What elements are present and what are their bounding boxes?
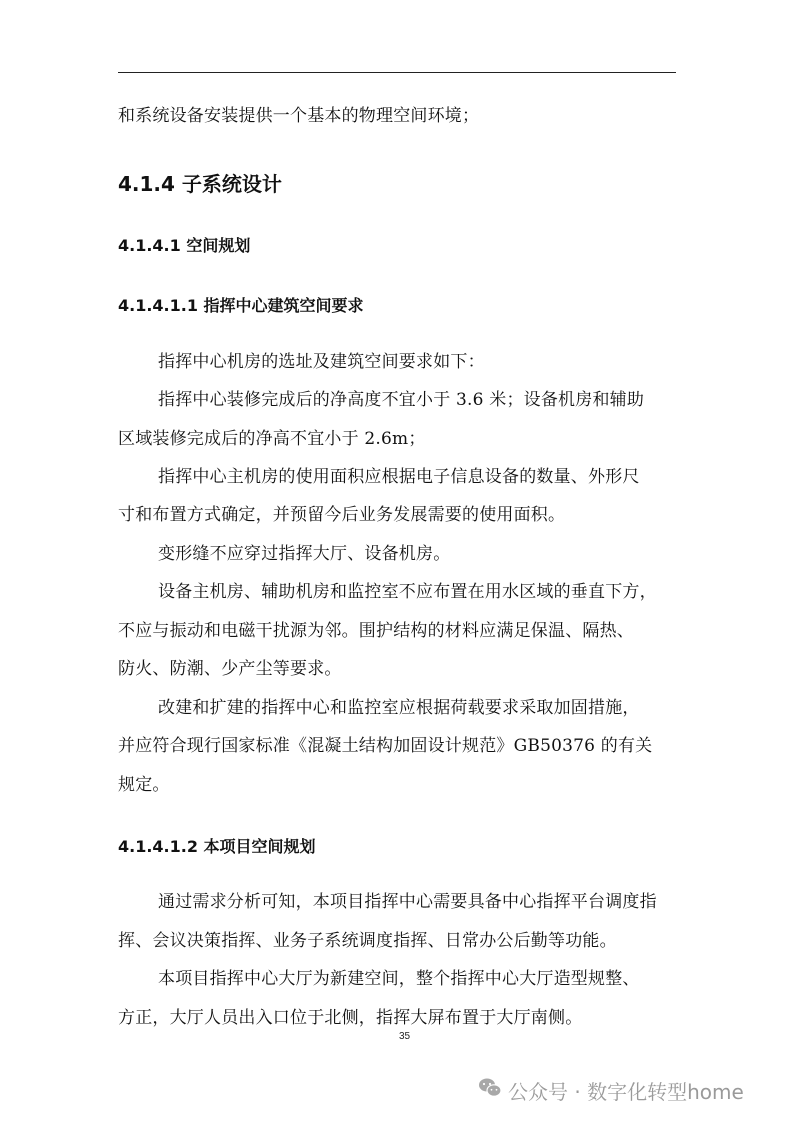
page-number: 35: [399, 1031, 411, 1042]
paragraph-line: 区域装修完成后的净高不宜小于 2.6m；: [118, 429, 426, 449]
continuation-line: 和系统设备安装提供一个基本的物理空间环境；: [118, 106, 480, 126]
header-rule: [118, 72, 676, 73]
paragraph-line: 指挥中心装修完成后的净高度不宜小于 3.6 米；设备机房和辅助: [158, 390, 645, 410]
paragraph-line: 不应与振动和电磁干扰源为邻。围护结构的材料应满足保温、隔热、: [118, 621, 634, 641]
paragraph-line: 规定。: [118, 775, 170, 795]
paragraph-line: 通过需求分析可知，本项目指挥中心需要具备中心指挥平台调度指: [158, 892, 657, 912]
subsection-heading-4-1-4-1: 4.1.4.1 空间规划: [118, 236, 251, 255]
paragraph-line: 指挥中心主机房的使用面积应根据电子信息设备的数量、外形尺: [158, 467, 640, 487]
watermark: [478, 1074, 744, 1106]
watermark-text: 公众号 · 数字化转型home: [508, 1079, 744, 1104]
paragraph-line: 方正，大厅人员出入口位于北侧，指挥大屏布置于大厅南侧。: [118, 1008, 583, 1028]
wechat-icon: [478, 1077, 502, 1104]
paragraph-line: 防火、防潮、少产尘等要求。: [118, 659, 342, 679]
subsubsection-heading-4-1-4-1-1: 4.1.4.1.1 指挥中心建筑空间要求: [118, 296, 364, 315]
subsubsection-heading-4-1-4-1-2: 4.1.4.1.2 本项目空间规划: [118, 837, 316, 856]
paragraph-line: 挥、会议决策指挥、业务子系统调度指挥、日常办公后勤等功能。: [118, 931, 617, 951]
paragraph-line: 并应符合现行国家标准《混凝土结构加固设计规范》GB50376 的有关: [118, 736, 653, 756]
section-heading-4-1-4: 4.1.4 子系统设计: [118, 172, 282, 196]
paragraph-line: 本项目指挥中心大厅为新建空间，整个指挥中心大厅造型规整、: [158, 969, 640, 989]
paragraph-line: 指挥中心机房的选址及建筑空间要求如下：: [158, 352, 485, 372]
paragraph-line: 设备主机房、辅助机房和监控室不应布置在用水区域的垂直下方，: [158, 582, 657, 602]
paragraph-line: 变形缝不应穿过指挥大厅、设备机房。: [158, 544, 451, 564]
paragraph-line: 寸和布置方式确定，并预留今后业务发展需要的使用面积。: [118, 505, 566, 525]
paragraph-line: 改建和扩建的指挥中心和监控室应根据荷载要求采取加固措施，: [158, 698, 640, 718]
